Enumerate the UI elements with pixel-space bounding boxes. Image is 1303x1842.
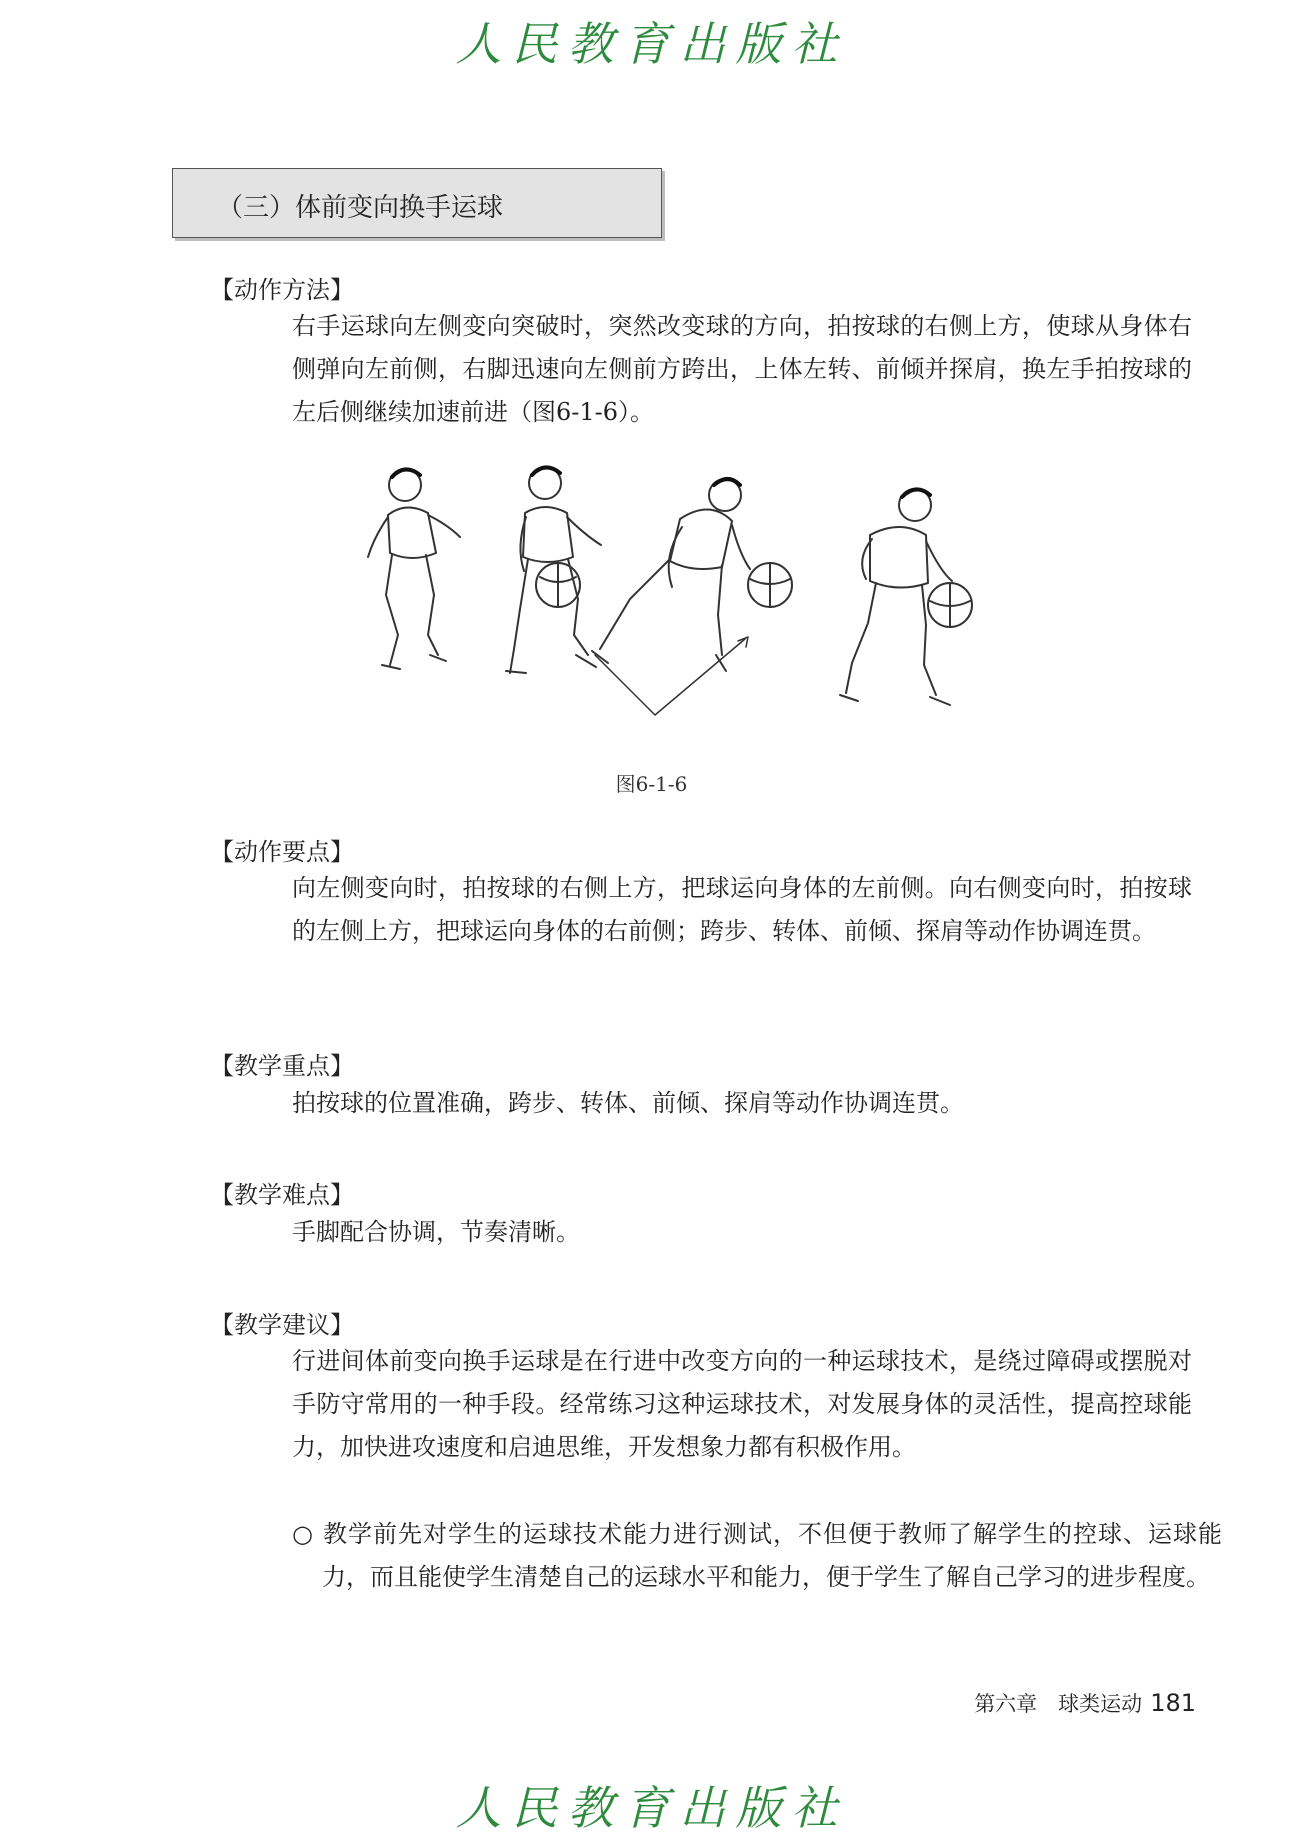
player-figure-4 [840, 489, 972, 705]
section-title: （三）体前变向换手运球 [217, 193, 504, 223]
heading-method: 【动作方法】 [210, 276, 354, 304]
teaching-focus-text: 拍按球的位置准确，跨步、转体、前倾、探肩等动作协调连贯。 [292, 1089, 964, 1117]
heading-key-points: 【动作要点】 [210, 838, 354, 866]
player-figure-2 [506, 467, 601, 673]
teaching-suggestions-text: 行进间体前变向换手运球是在行进中改变方向的一种运球技术，是绕过障碍或摆脱对手防守常用的一种手段。经常练习这种运球技术，对发展身体的灵活性，提高控球能力，加快进攻速度和启迪思维，开发想象力都有积极作用。 [292, 1347, 1192, 1461]
dribbling-figure [330, 455, 1030, 745]
page-number: 181 [1150, 1689, 1196, 1717]
publisher-watermark-bottom: 人民教育出版社 [455, 1781, 848, 1835]
player-figure-3 [592, 479, 792, 715]
heading-teaching-difficulty: 【教学难点】 [210, 1181, 354, 1209]
player-figure-1 [368, 469, 460, 669]
figure-caption: 图6-1-6 [615, 772, 688, 796]
footer-chapter: 第六章 球类运动 [974, 1692, 1143, 1716]
bullet-circle-icon: ○ [292, 1520, 313, 1548]
page-footer [974, 1688, 1196, 1718]
section-title-box [172, 168, 662, 238]
method-text: 右手运球向左侧变向突破时，突然改变球的方向，拍按球的右侧上方，使球从身体右侧弹向左前侧，右脚迅速向左侧前方跨出，上体左转、前倾并探肩，换左手拍按球的左后侧继续加速前进（图6-1-6）。 [292, 312, 1192, 426]
bullet-text: 教学前先对学生的运球技术能力进行测试，不但便于教师了解学生的控球、运球能力，而且能使学生清楚自己的运球水平和能力，便于学生了解自己学习的进步程度。 [322, 1520, 1222, 1591]
key-points-text: 向左侧变向时，拍按球的右侧上方，把球运向身体的左前侧。向右侧变向时，拍按球的左侧上方，把球运向身体的右前侧；跨步、转体、前倾、探肩等动作协调连贯。 [292, 874, 1192, 945]
heading-teaching-focus: 【教学重点】 [210, 1052, 354, 1080]
heading-teaching-suggestions: 【教学建议】 [210, 1311, 354, 1339]
teaching-suggestion-bullet [292, 1513, 1222, 1599]
teaching-difficulty-text: 手脚配合协调，节奏清晰。 [292, 1218, 580, 1246]
publisher-watermark-top: 人民教育出版社 [455, 17, 848, 71]
